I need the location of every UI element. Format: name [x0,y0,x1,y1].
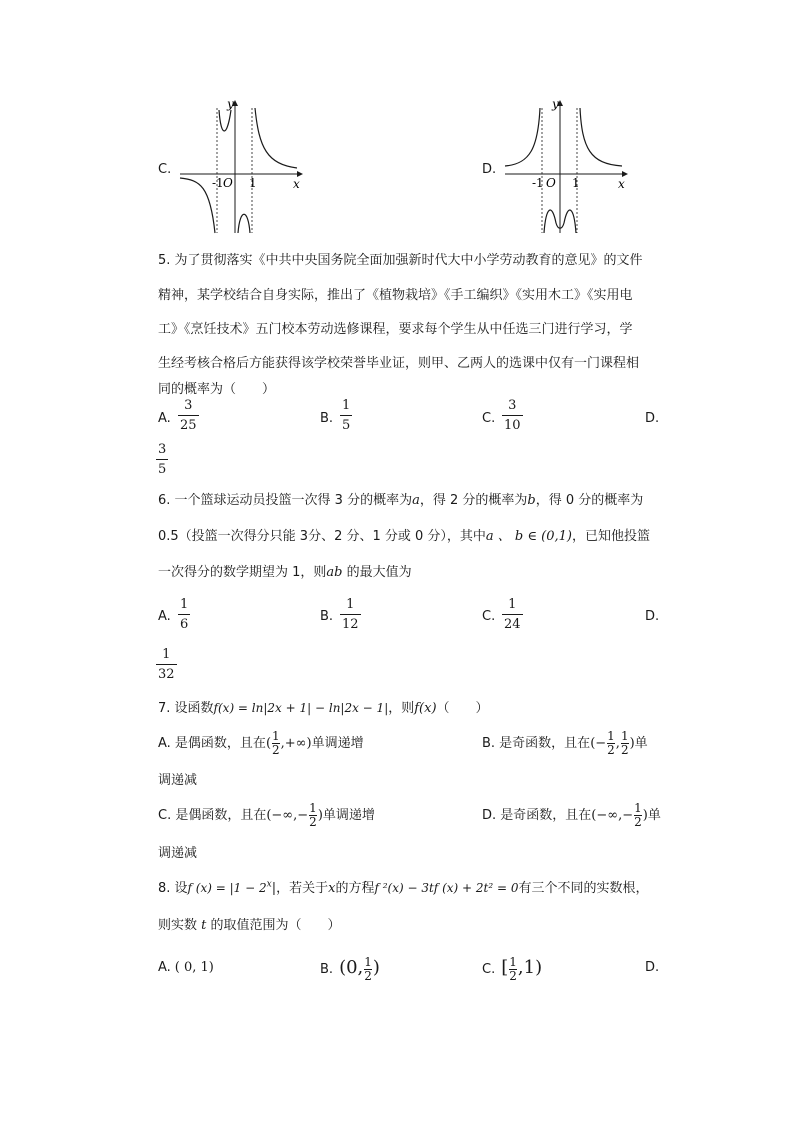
q7-stem-c: （ ） [436,701,489,716]
q5-line-2: 精神，某学校结合自身实际，推出了《植物栽培》《手工编织》《实用木工》《实用电 [158,288,633,303]
graph-c-x-label: x [293,177,300,191]
graph-c [175,98,325,238]
q7-option-b [482,730,648,757]
q6-option-d-label: D. [645,609,660,624]
q8-option-b-label: B. [320,962,334,977]
q5-option-a-num: 3 [184,398,193,413]
q7-option-d-tail: 单 [647,808,661,823]
q8-option-b-post: ) [372,957,380,978]
q7-option-d-post: ) [642,808,648,823]
q6-line-2 [158,525,650,544]
q5-option-a-label: A. [158,411,171,426]
q6-option-a-fraction [178,597,190,632]
q5-line-1: 5. 为了贯彻落实《中共中央国务院全面加强新时代大中小学劳动教育的意见》的文件 [158,253,643,268]
q5-line-5: 同的概率为（ ） [158,382,276,397]
q6-option-b-fraction [340,597,361,632]
q6-line-1 [158,489,643,508]
q6-option-d-num: 1 [162,647,171,662]
q6-option-c-num: 1 [508,597,517,612]
q6-option-b-num: 1 [346,597,355,612]
q8-stem-d: 有三个不同的实数根， [518,881,649,896]
graph-d-origin: O [546,176,556,190]
graph-d-y-label: y [552,98,559,111]
q5-option-c-den: 10 [504,418,521,433]
q7-option-a [158,730,364,757]
q7-option-c [158,802,375,829]
q8-stem-a: 8. 设 [158,881,188,896]
q6-var-ab: ab [326,565,343,580]
q6-line-1-a: 6. 一个篮球运动员投篮一次得 3 分的概率为 [158,493,413,508]
q7-option-b-wrap: 调递减 [158,773,198,788]
q7-option-d-num: 1 [634,801,642,815]
q5-option-b-label: B. [320,411,334,426]
q8-option-b-frac [364,956,372,983]
q7-option-b-num-1: 1 [607,729,615,743]
q6-option-c-den: 24 [504,617,521,632]
q8-stem-b: ，若关于 [276,881,329,896]
q6-option-c-label: C. [482,609,496,624]
q8-stem [158,877,648,896]
q7-option-c-frac [309,802,317,829]
q7-option-b-pre: (− [590,736,607,751]
q8-line-2-a: 则实数 [158,918,198,933]
q5-option-d-den: 5 [158,462,167,477]
q6-line-3-b: 的最大值为 [342,565,412,580]
q5-option-d-num: 3 [158,442,167,457]
q7-option-b-post: ) [629,736,635,751]
q7-option-d-wrap: 调递减 [158,846,198,861]
q7-option-c-tail: 单调递增 [322,808,375,823]
q7-option-b-frac-1 [607,730,615,757]
q8-option-d-label: D. [645,960,660,975]
q8-stem-c: 的方程 [335,881,375,896]
q5-option-d-label: D. [645,411,660,426]
q7-option-a-tail: 单调递增 [311,736,364,751]
q6-var-b: b [527,493,536,508]
q6-var-a: a [412,493,420,508]
q6-option-c-fraction [502,597,523,632]
option-c-label: C. [158,162,172,177]
graph-c-origin: O [223,176,233,190]
q7-option-c-num: 1 [309,801,317,815]
q5-option-a-fraction [178,398,199,433]
q8-option-a-label: A. [158,960,171,975]
q7-option-a-text: A. 是偶函数，且在 [158,736,266,751]
q7-option-d-den: 2 [634,815,642,829]
graph-d [500,98,650,238]
q7-stem-a: 7. 设函数 [158,701,214,716]
graph-d-tick-neg1: -1 [532,176,544,190]
q8-option-c [482,948,542,990]
q5-line-3: 工》《烹饪技术》五门校本劳动选修课程，要求每个学生从中任选三门进行学习，学 [158,322,633,337]
q6-option-d-fraction [156,647,177,682]
q7-option-d-text: D. 是奇函数，且在 [482,808,592,823]
q7-option-b-frac-2 [621,730,629,757]
q8-option-c-num: 1 [509,955,517,969]
q7-stem-math: f(x) = ln|2x + 1| − ln|2x − 1| [213,701,389,715]
q8-line-2 [158,914,341,933]
q8-option-a-value: ( 0, 1) [174,960,214,975]
q5-line-4: 生经考核合格后方能获得该学校荣誉毕业证，则甲、乙两人的选课中仅有一门课程相 [158,356,640,371]
q6-option-a-label: A. [158,609,171,624]
q6-line-3 [158,561,412,580]
q6-option-b-den: 12 [342,617,359,632]
q7-option-c-post: ) [317,808,323,823]
graph-d-tick-1: 1 [572,176,580,190]
graph-c-y-label: y [227,98,234,111]
q5-option-c-label: C. [482,411,496,426]
q7-option-c-text: C. 是偶函数，且在 [158,808,267,823]
q5-option-a-den: 25 [180,418,197,433]
q8-option-b [320,948,380,990]
q8-stem-x: x [328,881,336,896]
option-d-label: D. [482,162,497,177]
q6-line-1-c: ，得 0 分的概率为 [535,493,644,508]
q6-line-1-b: ，得 2 分的概率为 [419,493,528,508]
q7-option-b-text: B. 是奇函数，且在 [482,736,591,751]
graph-d-x-label: x [618,177,625,191]
q8-line-2-b: 的取值范围为（ ） [210,918,341,933]
q7-option-a-pre: ( [265,736,272,751]
q7-stem-fx: f(x) [414,701,437,716]
q7-option-c-pre: (−∞,− [266,808,309,823]
q7-option-b-mid: , [615,736,620,751]
q7-option-a-num: 1 [272,729,280,743]
q7-option-c-den: 2 [309,815,317,829]
q5-option-c-num: 3 [508,398,517,413]
q6-line-3-a: 一次得分的数学期望为 1，则 [158,565,327,580]
q6-option-d-den: 32 [158,667,175,682]
q5-option-d-fraction [156,442,168,477]
q7-option-b-tail: 单 [634,736,648,751]
q7-option-d [482,802,661,829]
q6-option-a-den: 6 [180,617,189,632]
q5-option-c-fraction [502,398,523,433]
q7-option-a-post: ,+∞) [280,736,312,751]
q7-stem [158,697,489,716]
q7-option-d-frac [634,802,642,829]
q8-option-c-frac [509,956,517,983]
q6-line-2-b: ，已知他投篮 [571,529,650,544]
q8-var-t: t [201,918,207,933]
q8-stem-eq: f ²(x) − 3tf (x) + 2t² = 0 [374,881,519,895]
q8-option-b-pre: (0, [339,957,364,978]
q7-option-d-pre: (−∞,− [591,808,634,823]
q6-line-2-a: 0.5（投篮一次得分只能 3分、2 分、1 分或 0 分），其中 [158,529,486,544]
q7-option-a-frac [272,730,280,757]
q5-option-b-fraction [340,398,352,433]
q8-option-c-den: 2 [509,969,517,983]
q6-option-b-label: B. [320,609,334,624]
q8-option-c-label: C. [482,962,496,977]
q5-option-b-den: 5 [342,418,351,433]
q7-stem-b: ，则 [388,701,415,716]
q6-line-2-math: a 、 b ∈ (0,1) [485,529,572,544]
q8-stem-abs: | [271,881,277,896]
q7-option-a-den: 2 [272,743,280,757]
graph-c-tick-1: 1 [249,176,257,190]
q5-option-b-num: 1 [342,398,351,413]
q7-option-b-den-2: 2 [620,743,629,757]
q8-option-c-post: ,1) [517,957,543,978]
q7-option-b-num-2: 1 [620,729,629,743]
q8-option-b-den: 2 [364,969,372,983]
q8-option-c-pre: [ [501,957,509,978]
q6-option-a-num: 1 [180,597,189,612]
q8-stem-f: f (x) = |1 − 2 [187,881,267,895]
graph-c-tick-neg1: -1 [212,176,224,190]
q8-stem-sup: x [266,879,272,890]
q8-option-b-num: 1 [364,955,372,969]
q8-option-a [158,960,214,975]
q7-option-b-den-1: 2 [607,743,615,757]
